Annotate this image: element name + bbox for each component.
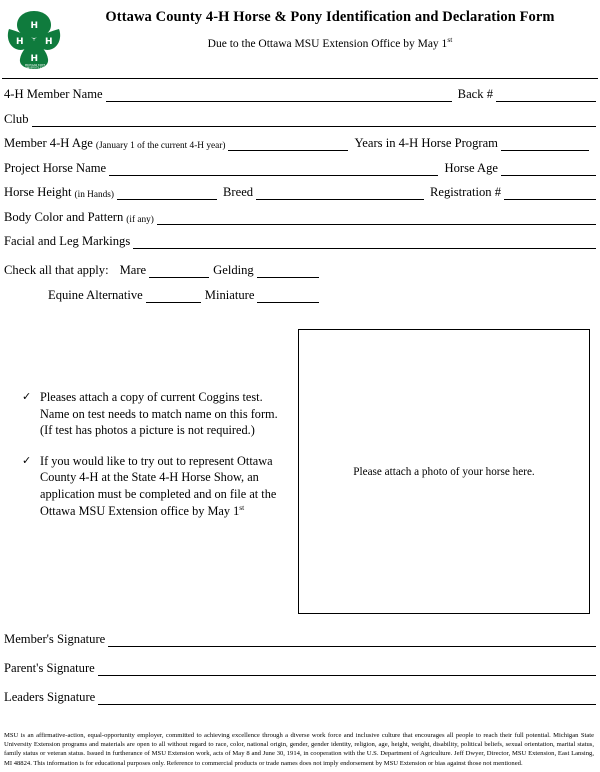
field-row-club xyxy=(4,112,596,127)
page-title: Ottawa County 4-H Horse & Pony Identification and Declaration Form xyxy=(105,9,555,25)
years-in-program-input[interactable] xyxy=(501,137,589,151)
instruction-text-2 xyxy=(40,453,296,519)
instructions-list xyxy=(4,329,296,533)
instruction-line: Pleases attach a copy of current Coggins test. xyxy=(40,390,263,404)
parent-signature-input[interactable] xyxy=(98,662,596,676)
member-age-input[interactable] xyxy=(228,137,348,151)
svg-text:H: H xyxy=(16,37,24,47)
member-age-label: Member 4-H Age xyxy=(4,136,93,150)
signature-row-leaders xyxy=(4,690,596,705)
horse-height-input[interactable] xyxy=(117,186,217,200)
facial-markings-input[interactable] xyxy=(133,235,596,249)
due-date-ordinal: st xyxy=(447,34,453,44)
instruction-line-last xyxy=(40,503,296,520)
header-divider xyxy=(2,78,598,79)
field-row-horse-height xyxy=(4,185,596,200)
project-horse-name-label: Project Horse Name xyxy=(4,160,107,175)
instruction-line: Ottawa MSU Extension office by May 1 xyxy=(40,503,240,518)
breed-input[interactable] xyxy=(256,186,424,200)
svg-text:MICHIGAN STATE: MICHIGAN STATE xyxy=(24,64,46,67)
legal-footer: MSU is an affirmative-action, equal-opportunity employer, committed to achieving excellence through a diverse work force and inclusive culture that encourages all people to reach their full potential. Michigan State University Extension programs and materials are open to all without regard to race, color, national origin, gender, gender identity, religion, age, height, weight, disability, political beliefs, sexual orientation, marital status, family status or veteran status. Issued in furtherance of MSU Extension work, acts of May 8 and June 30, 1914, in cooperation with the U.S. Department of Agriculture. Jeff Dwyer, Director, MSU Extension, East Lansing, MI 48824. This information is for educational purposes only. Reference to commercial products or trade names does not imply endorsement by MSU Extension or bias against those not mentioned. xyxy=(4,731,594,767)
club-label: Club xyxy=(4,111,29,126)
checkmark-icon: ✓ xyxy=(22,391,32,403)
signature-section xyxy=(0,632,600,705)
svg-text:H: H xyxy=(30,54,39,64)
miniature-label: Miniature xyxy=(204,288,255,302)
horse-age-label: Horse Age xyxy=(444,160,498,175)
field-row-project-horse-name xyxy=(4,161,596,176)
list-item xyxy=(22,453,296,519)
parent-signature-label: Parent's Signature xyxy=(4,661,95,675)
check-all-row-2 xyxy=(0,288,600,303)
field-row-member-name xyxy=(4,87,596,102)
horse-height-label: Horse Height xyxy=(4,185,72,199)
registration-input[interactable] xyxy=(504,186,596,200)
mare-label: Mare xyxy=(119,263,147,277)
registration-label: Registration # xyxy=(429,185,501,199)
signature-row-parent xyxy=(4,661,596,676)
body-color-note: (if any) xyxy=(126,214,154,225)
list-item xyxy=(22,389,296,439)
field-row-body-color xyxy=(4,210,596,225)
instruction-text-1 xyxy=(40,389,296,439)
mare-checkbox-line[interactable] xyxy=(149,264,209,278)
equine-alternative-label: Equine Alternative xyxy=(48,288,143,302)
project-horse-name-input[interactable] xyxy=(109,162,438,176)
check-all-prompt: Check all that apply: xyxy=(4,263,109,277)
member-signature-label: Member's Signature xyxy=(4,632,106,646)
signature-row-member xyxy=(4,632,596,647)
instruction-ordinal: st xyxy=(239,502,245,512)
instruction-line: If you would like to try out to represent Ottawa xyxy=(40,453,273,468)
back-number-label: Back # xyxy=(457,87,493,101)
back-number-input[interactable] xyxy=(496,88,596,102)
due-date-text: Due to the Ottawa MSU Extension Office by May 1 xyxy=(207,37,448,50)
body-color-input[interactable] xyxy=(157,211,596,225)
member-age-note: (January 1 of the current 4-H year) xyxy=(95,141,226,151)
photo-placeholder-text: Please attach a photo of your horse here. xyxy=(353,465,535,478)
instruction-line: Name on test needs to match name on this form. xyxy=(40,406,278,421)
4-h-clover-logo-icon xyxy=(4,8,66,72)
photo-attachment-box[interactable] xyxy=(298,329,590,614)
instruction-line: (If test has photos a picture is not required.) xyxy=(40,423,255,438)
header-text-block xyxy=(66,6,592,50)
svg-text:H: H xyxy=(45,37,53,47)
instructions-and-photo xyxy=(0,329,600,614)
checkmark-icon: ✓ xyxy=(22,454,32,467)
field-row-facial-markings xyxy=(4,234,596,249)
member-name-label: 4-H Member Name xyxy=(4,87,103,101)
leaders-signature-label: Leaders Signature xyxy=(4,690,96,704)
gelding-label: Gelding xyxy=(213,263,254,277)
member-signature-input[interactable] xyxy=(108,633,596,647)
breed-label: Breed xyxy=(223,185,254,199)
document-header xyxy=(0,0,600,72)
leaders-signature-input[interactable] xyxy=(98,691,596,705)
instruction-line: application must be completed and on file at the xyxy=(40,486,277,501)
body-color-label: Body Color and Pattern xyxy=(4,209,124,224)
svg-text:UNIVERSITY EXT.: UNIVERSITY EXT. xyxy=(25,66,45,70)
check-all-row-1 xyxy=(0,263,600,278)
horse-height-note: (in Hands) xyxy=(74,190,115,200)
horse-age-input[interactable] xyxy=(501,162,596,176)
due-date-subtitle xyxy=(68,35,592,50)
member-name-input[interactable] xyxy=(106,88,452,102)
facial-markings-label: Facial and Leg Markings xyxy=(4,234,131,248)
svg-text:H: H xyxy=(30,21,39,31)
gelding-checkbox-line[interactable] xyxy=(257,264,319,278)
field-row-member-age xyxy=(4,136,596,151)
equine-alternative-checkbox-line[interactable] xyxy=(146,289,201,303)
years-in-program-label: Years in 4-H Horse Program xyxy=(354,136,498,150)
instruction-line: County 4-H at the State 4-H Horse Show, an xyxy=(40,470,259,485)
miniature-checkbox-line[interactable] xyxy=(257,289,319,303)
club-input[interactable] xyxy=(32,113,597,127)
form-fields xyxy=(0,87,600,249)
